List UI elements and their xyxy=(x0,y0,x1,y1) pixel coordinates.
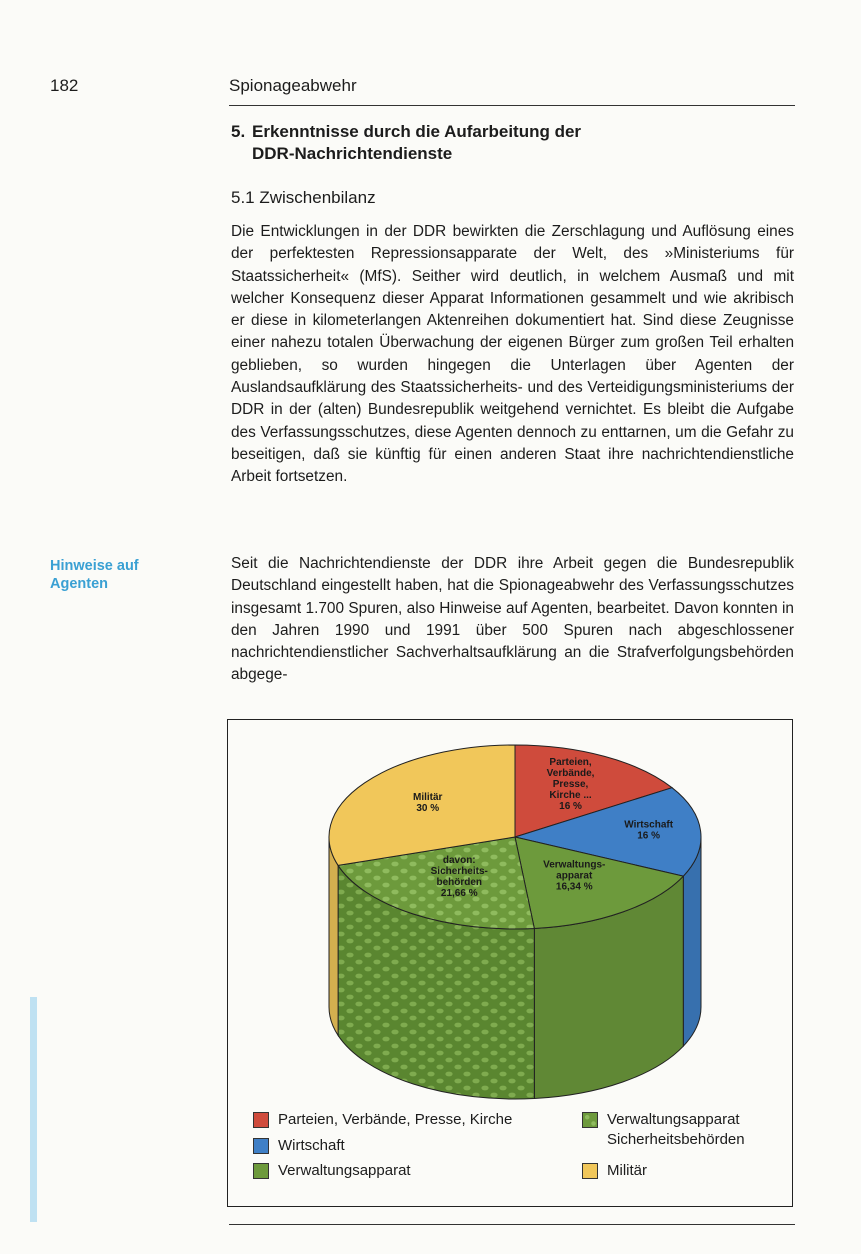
legend-item-sicherheitsbehoerden xyxy=(582,1110,745,1150)
pie-label-line: 30 % xyxy=(416,803,440,815)
legend-label: Militär xyxy=(607,1162,647,1179)
header-rule xyxy=(229,105,795,106)
margin-note-line1: Hinweise auf xyxy=(50,558,139,574)
pie-chart-figure xyxy=(227,719,793,1207)
pie-label-line: behörden xyxy=(436,876,483,888)
section-title: 5.1 Zwischenbilanz xyxy=(231,188,376,207)
legend-item-verwaltungsapparat xyxy=(253,1161,411,1181)
pie-label-line: 16 % xyxy=(559,801,582,813)
pie-label-line: Verwaltungs- xyxy=(543,859,606,871)
pie-label-line: Presse, xyxy=(552,779,589,791)
legend-item-parteien xyxy=(253,1110,512,1130)
legend-item-militaer xyxy=(582,1161,647,1181)
running-title: Spionageabwehr xyxy=(229,76,357,95)
chapter-title xyxy=(231,121,751,165)
legend-swatch xyxy=(253,1163,269,1179)
margin-note xyxy=(50,557,210,593)
legend-swatch xyxy=(582,1163,598,1179)
legend-label-line1: Verwaltungsapparat xyxy=(607,1111,740,1128)
pie-label-line: davon: xyxy=(442,854,476,866)
paragraph-2: Seit die Nachrichtendienste der DDR ihre Arbeit gegen die Bundesrepublik Deutschland eingestellt haben, hat die Spionageabwehr des Verfassungsschutzes insgesamt 1.700 Spuren, also Hinweise auf Agenten, bearbeitet. Davon konnten in den Jahren 1990 und 1991 über 500 Spuren nach abgeschlossener nachrichtendienstlicher Sachverhaltsaufklärung an die Strafverfolgungsbehörden abgege- xyxy=(231,555,794,684)
margin-note-line2: Agenten xyxy=(50,576,108,592)
pie-label-line: Militär xyxy=(412,792,443,804)
legend-label: Verwaltungsapparat xyxy=(278,1162,411,1179)
pie-label-line: Parteien, xyxy=(549,757,592,769)
footer-rule xyxy=(229,1224,795,1225)
legend-swatch xyxy=(582,1112,598,1128)
legend-label: Parteien, Verbände, Presse, Kirche xyxy=(278,1111,513,1128)
pie-label-4 xyxy=(413,792,443,814)
legend-swatch xyxy=(253,1112,269,1128)
legend-label-line2: Sicherheitsbehörden xyxy=(607,1131,745,1148)
legend-label: Wirtschaft xyxy=(278,1137,345,1154)
pie-label-line: Wirtschaft xyxy=(624,819,674,831)
pie-label-line: 16,34 % xyxy=(555,881,593,893)
chapter-title-line2: DDR-Nachrichtendienste xyxy=(252,144,453,163)
pie-side-4 xyxy=(329,837,338,1035)
pie-label-line: Sicherheits- xyxy=(430,865,488,877)
pie-label-line: 21,66 % xyxy=(440,887,478,899)
page-number: 182 xyxy=(50,76,79,95)
chapter-number: 5. xyxy=(231,122,246,141)
paragraph-1: Die Entwicklungen in der DDR bewirkten die Zerschlagung und Auflösung eines der perfektesten Repressionsapparate der Welt, des »Ministeriums für Staatssicherheit« (MfS). Seither wird deutlich, in welchem Ausmaß und mit welcher Konsequenz dieser Apparat Informationen gesammelt und wie akribisch er diese in kilometerlangen Aktenreihen dokumentiert hat. Sind diese Zeugnisse einer nahezu totalen Überwachung der eigenen Bürger zum großen Teil erhalten geblieben, so wurden hingegen die Unterlagen über Agenten der Auslandsaufklärung des Staatssicherheits- und des Verteidigungsministeriums der DDR in der (alten) Bundesrepublik weitgehend vernichtet. Es bleibt die Aufgabe des Verfassungsschutzes, diese Agenten dennoch zu enttarnen, um die Gefahr zu beseitigen, daß sie künftig für einen anderen Staat ihre nachrichtendienstliche Arbeit fortsetzen. xyxy=(231,223,794,486)
legend-swatch xyxy=(253,1138,269,1154)
margin-color-bar xyxy=(30,997,37,1222)
legend-item-wirtschaft xyxy=(253,1136,345,1156)
chapter-title-line1: Erkenntnisse durch die Aufarbeitung der xyxy=(252,122,582,141)
pie-label-line: apparat xyxy=(556,870,593,882)
pie-label-line: Kirche ... xyxy=(549,790,592,802)
pie-label-line: 16 % xyxy=(637,830,661,842)
pie-label-line: Verbände, xyxy=(546,768,595,780)
